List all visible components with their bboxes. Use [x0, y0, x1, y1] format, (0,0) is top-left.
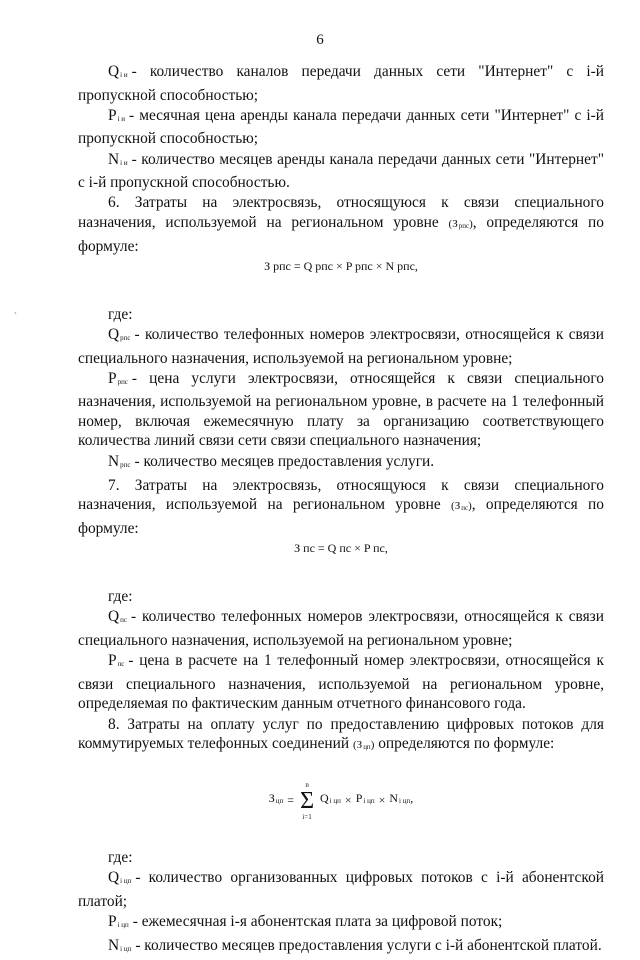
definition-p-cp: Pi цп - ежемесячная i-я абонентская плата за цифровой поток; — [108, 912, 503, 930]
formula-times-2: × — [378, 792, 386, 807]
margin-mark: ` — [14, 311, 17, 321]
symbol-n: Ni и — [108, 150, 128, 168]
page-number: 6 — [316, 32, 324, 48]
definition-q-cp: Qi цп - количество организованных цифровых потоков с i-й абонентской платой; — [78, 868, 604, 910]
item-8-intro: 8. Затраты на оплату услуг по предоставлению цифровых потоков для коммутируемых телефонных соединений (Зцп) определяются по формуле: — [78, 715, 604, 753]
where-label-8: где: — [108, 848, 133, 866]
definition-p-ps: Pпс - цена в расчете на 1 телефонный номер электросвязи, относящейся к связи специального назначения, используемой на региональном уровне, определяемая по фактическим данным отчетного финансового года. — [78, 652, 604, 713]
where-label-7: где: — [108, 588, 133, 606]
sum-upper-limit: n — [305, 780, 309, 789]
formula-term-p: Pi цп — [355, 791, 375, 806]
definition-q-rps: Qрпс - количество телефонных номеров электросвязи, относящейся к связи специального назначения, используемой на региональном уровне; — [78, 325, 604, 367]
formula-item-6: З рпс = Q рпс × P рпс × N рпс, — [264, 258, 418, 273]
formula-times-1: × — [344, 792, 352, 807]
formula-lhs: Зцп — [268, 791, 284, 806]
definition-q-ps: Qпс - количество телефонных номеров электросвязи, относящейся к связи специального назначения, используемой на региональном уровне; — [78, 608, 604, 649]
sum-lower-limit: i=1 — [302, 812, 312, 821]
definition-p-rps: Pрпс - цена услуги электросвязи, относящейся к связи специального назначения, используемой на региональном уровне, в расчете на 1 телефонный номер, включая ежемесячную плату за организацию соответствующего количества линий связи сети связи специального назначения; — [78, 369, 604, 450]
definition-q-internet: Qi и - количество каналов передачи данных сети "Интернет" с i-й пропускной способностью; — [78, 63, 604, 104]
document-body — [78, 62, 604, 960]
symbol-q: Qi и — [108, 63, 128, 80]
definition-n-internet: Ni и - количество месяцев аренды канала передачи данных сети "Интернет" с i-й пропускной способностью. — [78, 150, 604, 192]
sigma-icon: Σ — [300, 787, 315, 814]
formula-equals: = — [287, 792, 295, 807]
formula-item-8 — [78, 780, 604, 822]
item-7-intro: 7. Затраты на электросвязь, относящуюся к связи специального назначения, используемой на региональном уровне (Зпс), определяются по формуле: — [78, 476, 604, 538]
formula-term-q: Qi цп — [320, 791, 341, 806]
summation — [300, 780, 314, 822]
definition-n-cp: Ni цп - количество месяцев предоставления услуги с i-й абонентской платой. — [108, 936, 602, 954]
item-6-intro: 6. Затраты на электросвязь, относящуюся к связи специального назначения, используемой на региональном уровне (Зрпс), определяются по формуле: — [78, 194, 604, 255]
symbol-p: Pi и — [108, 106, 126, 124]
definition-n-rps: Nрпс - количество месяцев предоставления услуги. — [108, 452, 435, 470]
inline-symbol-z-rps: (Зрпс) — [448, 217, 473, 230]
inline-symbol-z-ps: (Зпс) — [451, 500, 472, 513]
formula-term-n: Ni цп, — [389, 791, 414, 806]
definition-p-internet: Pi и - месячная цена аренды канала передачи данных сети "Интернет" с i-й пропускной способностью; — [78, 106, 604, 148]
inline-symbol-z-cp: (Зцп) — [353, 739, 375, 752]
formula-item-7: З пс = Q пс × P пс, — [294, 541, 388, 556]
where-label-6: где: — [108, 305, 133, 323]
